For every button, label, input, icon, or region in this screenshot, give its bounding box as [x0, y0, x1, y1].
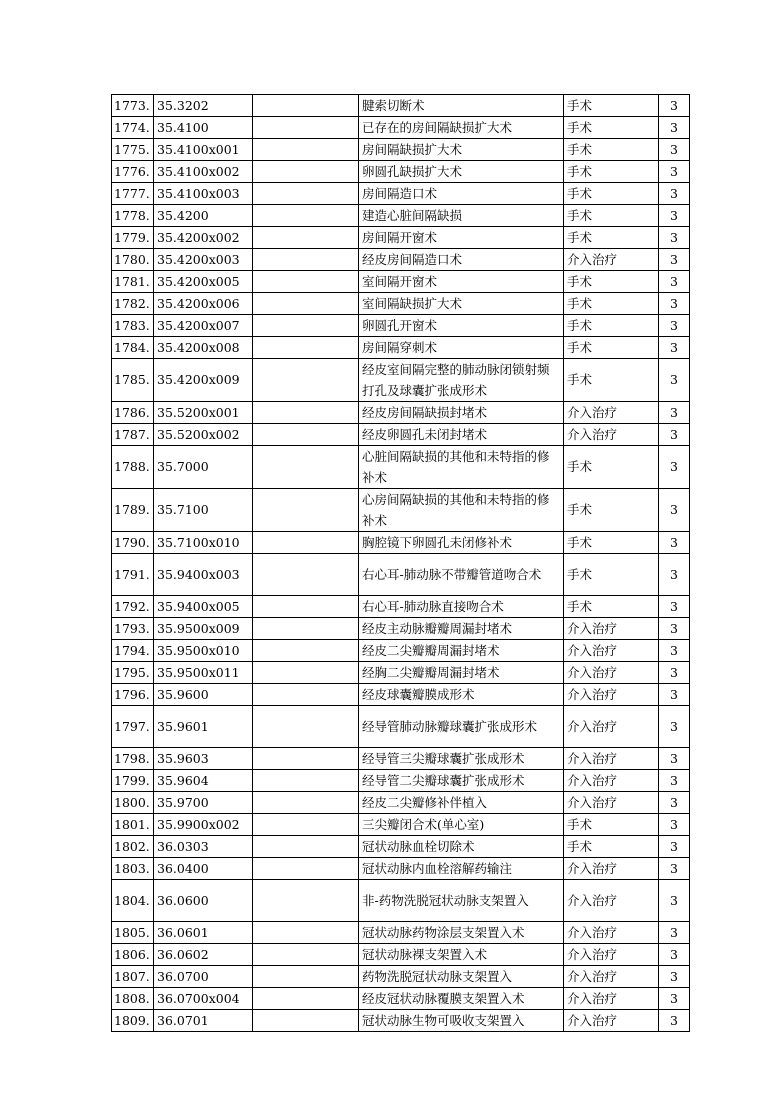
procedure-name: 非-药物洗脱冠状动脉支架置入 [359, 880, 564, 922]
table-row [112, 205, 690, 227]
procedure-level: 3 [659, 205, 690, 227]
procedure-level: 3 [659, 770, 690, 792]
extra-code [253, 359, 359, 402]
procedure-code: 35.4200x006 [154, 293, 253, 315]
procedure-name: 经皮主动脉瓣瓣周漏封堵术 [359, 618, 564, 640]
row-index: 1804. [112, 880, 154, 922]
extra-code [253, 139, 359, 161]
extra-code [253, 337, 359, 359]
procedure-level: 3 [659, 95, 690, 117]
procedure-level: 3 [659, 706, 690, 748]
procedure-level: 3 [659, 532, 690, 554]
procedure-level: 3 [659, 618, 690, 640]
row-index: 1807. [112, 966, 154, 988]
row-index: 1800. [112, 792, 154, 814]
procedure-code: 36.0701 [154, 1010, 253, 1032]
extra-code [253, 424, 359, 446]
procedure-level: 3 [659, 227, 690, 249]
procedure-level: 3 [659, 293, 690, 315]
procedure-level: 3 [659, 337, 690, 359]
table-row [112, 944, 690, 966]
procedure-level: 3 [659, 271, 690, 293]
procedure-type: 手术 [564, 271, 659, 293]
procedure-type: 介入治疗 [564, 966, 659, 988]
row-index: 1786. [112, 402, 154, 424]
table-row [112, 880, 690, 922]
procedure-name: 冠状动脉内血栓溶解药输注 [359, 858, 564, 880]
procedure-type: 手术 [564, 315, 659, 337]
procedure-code: 35.9500x009 [154, 618, 253, 640]
row-index: 1802. [112, 836, 154, 858]
procedure-name: 经皮卵圆孔未闭封堵术 [359, 424, 564, 446]
row-index: 1784. [112, 337, 154, 359]
row-index: 1808. [112, 988, 154, 1010]
procedure-level: 3 [659, 640, 690, 662]
extra-code [253, 944, 359, 966]
procedure-type: 手术 [564, 446, 659, 489]
procedure-level: 3 [659, 748, 690, 770]
procedure-type: 介入治疗 [564, 922, 659, 944]
procedure-level: 3 [659, 161, 690, 183]
procedure-code: 35.7000 [154, 446, 253, 489]
procedure-name: 卵圆孔缺损扩大术 [359, 161, 564, 183]
procedure-code: 36.0601 [154, 922, 253, 944]
procedure-name: 房间隔缺损扩大术 [359, 139, 564, 161]
procedure-level: 3 [659, 858, 690, 880]
procedure-level: 3 [659, 792, 690, 814]
procedure-level: 3 [659, 988, 690, 1010]
table-row [112, 554, 690, 596]
procedure-type: 介入治疗 [564, 618, 659, 640]
procedure-type: 介入治疗 [564, 424, 659, 446]
table-row [112, 640, 690, 662]
procedure-level: 3 [659, 944, 690, 966]
row-index: 1791. [112, 554, 154, 596]
procedure-name: 腱索切断术 [359, 95, 564, 117]
procedure-code: 35.9700 [154, 792, 253, 814]
extra-code [253, 293, 359, 315]
procedure-name: 房间隔穿刺术 [359, 337, 564, 359]
procedure-type: 手术 [564, 293, 659, 315]
extra-code [253, 117, 359, 139]
procedure-type: 手术 [564, 205, 659, 227]
extra-code [253, 880, 359, 922]
procedure-type: 手术 [564, 337, 659, 359]
extra-code [253, 748, 359, 770]
procedure-code: 35.4200x007 [154, 315, 253, 337]
table-row [112, 748, 690, 770]
procedure-code: 35.9600 [154, 684, 253, 706]
procedure-name: 经导管肺动脉瓣球囊扩张成形术 [359, 706, 564, 748]
procedure-level: 3 [659, 446, 690, 489]
extra-code [253, 684, 359, 706]
row-index: 1809. [112, 1010, 154, 1032]
extra-code [253, 315, 359, 337]
table-row [112, 402, 690, 424]
procedure-code: 35.9601 [154, 706, 253, 748]
procedure-name: 房间隔开窗术 [359, 227, 564, 249]
row-index: 1803. [112, 858, 154, 880]
procedure-level: 3 [659, 554, 690, 596]
procedure-code: 35.9603 [154, 748, 253, 770]
procedure-type: 手术 [564, 139, 659, 161]
extra-code [253, 1010, 359, 1032]
table-row [112, 966, 690, 988]
extra-code [253, 922, 359, 944]
procedure-name: 心脏间隔缺损的其他和未特指的修补术 [359, 446, 564, 489]
procedure-level: 3 [659, 183, 690, 205]
row-index: 1806. [112, 944, 154, 966]
procedure-code: 35.9604 [154, 770, 253, 792]
procedure-name: 经导管二尖瓣球囊扩张成形术 [359, 770, 564, 792]
extra-code [253, 770, 359, 792]
table-row [112, 271, 690, 293]
row-index: 1794. [112, 640, 154, 662]
extra-code [253, 792, 359, 814]
procedure-code: 35.7100x010 [154, 532, 253, 554]
row-index: 1774. [112, 117, 154, 139]
extra-code [253, 402, 359, 424]
extra-code [253, 640, 359, 662]
row-index: 1785. [112, 359, 154, 402]
procedure-level: 3 [659, 922, 690, 944]
procedure-code: 35.7100 [154, 489, 253, 532]
extra-code [253, 988, 359, 1010]
extra-code [253, 814, 359, 836]
procedure-name: 经皮冠状动脉覆膜支架置入术 [359, 988, 564, 1010]
row-index: 1792. [112, 596, 154, 618]
table-row [112, 337, 690, 359]
table-row [112, 706, 690, 748]
table-row [112, 618, 690, 640]
procedure-level: 3 [659, 402, 690, 424]
procedure-code: 35.4200 [154, 205, 253, 227]
procedure-name: 经皮房间隔缺损封堵术 [359, 402, 564, 424]
table-row [112, 117, 690, 139]
extra-code [253, 271, 359, 293]
procedure-type: 介入治疗 [564, 706, 659, 748]
procedure-code: 35.9500x011 [154, 662, 253, 684]
procedure-name: 经皮二尖瓣修补伴植入 [359, 792, 564, 814]
procedure-type: 手术 [564, 161, 659, 183]
extra-code [253, 532, 359, 554]
procedure-level: 3 [659, 596, 690, 618]
procedure-name: 心房间隔缺损的其他和未特指的修补术 [359, 489, 564, 532]
row-index: 1779. [112, 227, 154, 249]
row-index: 1796. [112, 684, 154, 706]
procedure-code: 35.3202 [154, 95, 253, 117]
procedure-code: 36.0700 [154, 966, 253, 988]
table-row [112, 424, 690, 446]
procedure-type: 手术 [564, 596, 659, 618]
procedure-name: 右心耳-肺动脉不带瓣管道吻合术 [359, 554, 564, 596]
table-row [112, 922, 690, 944]
extra-code [253, 858, 359, 880]
procedure-name: 经皮室间隔完整的肺动脉闭锁射频打孔及球囊扩张成形术 [359, 359, 564, 402]
procedure-name: 卵圆孔开窗术 [359, 315, 564, 337]
procedure-type: 手术 [564, 95, 659, 117]
table-row [112, 446, 690, 489]
procedure-type: 介入治疗 [564, 858, 659, 880]
table-row [112, 988, 690, 1010]
procedure-code: 35.9900x002 [154, 814, 253, 836]
procedure-name: 室间隔开窗术 [359, 271, 564, 293]
procedure-code: 36.0400 [154, 858, 253, 880]
procedure-name: 室间隔缺损扩大术 [359, 293, 564, 315]
procedure-name: 建造心脏间隔缺损 [359, 205, 564, 227]
table-row [112, 315, 690, 337]
procedure-code: 35.4200x009 [154, 359, 253, 402]
row-index: 1799. [112, 770, 154, 792]
procedure-type: 介入治疗 [564, 770, 659, 792]
table-row [112, 227, 690, 249]
table-row [112, 662, 690, 684]
row-index: 1797. [112, 706, 154, 748]
procedure-level: 3 [659, 489, 690, 532]
row-index: 1805. [112, 922, 154, 944]
procedure-type: 介入治疗 [564, 249, 659, 271]
procedure-type: 手术 [564, 814, 659, 836]
table-row [112, 95, 690, 117]
procedure-code: 35.4100x002 [154, 161, 253, 183]
procedure-level: 3 [659, 662, 690, 684]
table-row [112, 858, 690, 880]
procedure-type: 手术 [564, 117, 659, 139]
table-row [112, 532, 690, 554]
table-row [112, 814, 690, 836]
procedure-name: 胸腔镜下卵圆孔未闭修补术 [359, 532, 564, 554]
extra-code [253, 662, 359, 684]
table-row [112, 684, 690, 706]
procedure-name: 药物洗脱冠状动脉支架置入 [359, 966, 564, 988]
procedure-type: 手术 [564, 359, 659, 402]
procedure-type: 手术 [564, 183, 659, 205]
table-row [112, 792, 690, 814]
procedure-level: 3 [659, 684, 690, 706]
procedure-level: 3 [659, 966, 690, 988]
procedure-level: 3 [659, 836, 690, 858]
extra-code [253, 227, 359, 249]
procedure-type: 介入治疗 [564, 988, 659, 1010]
procedure-table-body [112, 95, 690, 1032]
procedure-code: 35.9400x005 [154, 596, 253, 618]
procedure-code: 35.5200x002 [154, 424, 253, 446]
extra-code [253, 249, 359, 271]
row-index: 1775. [112, 139, 154, 161]
procedure-code: 35.4100x003 [154, 183, 253, 205]
procedure-code: 35.5200x001 [154, 402, 253, 424]
procedure-type: 介入治疗 [564, 944, 659, 966]
row-index: 1776. [112, 161, 154, 183]
row-index: 1787. [112, 424, 154, 446]
row-index: 1793. [112, 618, 154, 640]
table-row [112, 139, 690, 161]
extra-code [253, 618, 359, 640]
procedure-name: 冠状动脉裸支架置入术 [359, 944, 564, 966]
extra-code [253, 205, 359, 227]
procedure-level: 3 [659, 117, 690, 139]
procedure-level: 3 [659, 424, 690, 446]
procedure-name: 房间隔造口术 [359, 183, 564, 205]
extra-code [253, 183, 359, 205]
procedure-level: 3 [659, 139, 690, 161]
extra-code [253, 836, 359, 858]
procedure-type: 介入治疗 [564, 662, 659, 684]
extra-code [253, 161, 359, 183]
procedure-name: 右心耳-肺动脉直接吻合术 [359, 596, 564, 618]
procedure-name: 经导管三尖瓣球囊扩张成形术 [359, 748, 564, 770]
procedure-code: 35.4200x002 [154, 227, 253, 249]
table-row [112, 596, 690, 618]
procedure-code: 35.4100x001 [154, 139, 253, 161]
procedure-level: 3 [659, 359, 690, 402]
row-index: 1773. [112, 95, 154, 117]
procedure-name: 经胸二尖瓣瓣周漏封堵术 [359, 662, 564, 684]
procedure-type: 手术 [564, 532, 659, 554]
procedure-code: 35.4200x005 [154, 271, 253, 293]
procedure-type: 介入治疗 [564, 792, 659, 814]
row-index: 1783. [112, 315, 154, 337]
extra-code [253, 554, 359, 596]
procedure-level: 3 [659, 249, 690, 271]
table-row [112, 249, 690, 271]
procedure-level: 3 [659, 880, 690, 922]
procedure-code: 36.0700x004 [154, 988, 253, 1010]
procedure-type: 介入治疗 [564, 402, 659, 424]
procedure-code: 35.4200x008 [154, 337, 253, 359]
procedure-type: 介入治疗 [564, 880, 659, 922]
procedure-type: 介入治疗 [564, 684, 659, 706]
table-row [112, 161, 690, 183]
row-index: 1778. [112, 205, 154, 227]
row-index: 1788. [112, 446, 154, 489]
table-row [112, 293, 690, 315]
table-row [112, 770, 690, 792]
procedure-code: 35.9500x010 [154, 640, 253, 662]
table-row [112, 836, 690, 858]
procedure-code: 36.0303 [154, 836, 253, 858]
procedure-table [111, 94, 690, 1032]
procedure-level: 3 [659, 1010, 690, 1032]
table-row [112, 1010, 690, 1032]
row-index: 1798. [112, 748, 154, 770]
row-index: 1777. [112, 183, 154, 205]
extra-code [253, 706, 359, 748]
procedure-type: 手术 [564, 227, 659, 249]
procedure-type: 介入治疗 [564, 1010, 659, 1032]
procedure-name: 经皮房间隔造口术 [359, 249, 564, 271]
procedure-code: 35.4200x003 [154, 249, 253, 271]
table-row [112, 183, 690, 205]
extra-code [253, 596, 359, 618]
procedure-name: 三尖瓣闭合术(单心室) [359, 814, 564, 836]
row-index: 1781. [112, 271, 154, 293]
row-index: 1789. [112, 489, 154, 532]
procedure-code: 35.9400x003 [154, 554, 253, 596]
procedure-name: 冠状动脉药物涂层支架置入术 [359, 922, 564, 944]
procedure-name: 已存在的房间隔缺损扩大术 [359, 117, 564, 139]
procedure-name: 冠状动脉生物可吸收支架置入 [359, 1010, 564, 1032]
extra-code [253, 95, 359, 117]
procedure-name: 经皮二尖瓣瓣周漏封堵术 [359, 640, 564, 662]
procedure-code: 35.4100 [154, 117, 253, 139]
procedure-code: 36.0600 [154, 880, 253, 922]
row-index: 1782. [112, 293, 154, 315]
table-row [112, 489, 690, 532]
extra-code [253, 446, 359, 489]
procedure-code: 36.0602 [154, 944, 253, 966]
procedure-name: 经皮球囊瓣膜成形术 [359, 684, 564, 706]
procedure-type: 手术 [564, 836, 659, 858]
procedure-type: 手术 [564, 554, 659, 596]
extra-code [253, 489, 359, 532]
extra-code [253, 966, 359, 988]
procedure-name: 冠状动脉血栓切除术 [359, 836, 564, 858]
procedure-type: 介入治疗 [564, 748, 659, 770]
row-index: 1795. [112, 662, 154, 684]
procedure-type: 手术 [564, 489, 659, 532]
row-index: 1801. [112, 814, 154, 836]
procedure-type: 介入治疗 [564, 640, 659, 662]
table-row [112, 359, 690, 402]
row-index: 1790. [112, 532, 154, 554]
procedure-level: 3 [659, 814, 690, 836]
row-index: 1780. [112, 249, 154, 271]
procedure-level: 3 [659, 315, 690, 337]
